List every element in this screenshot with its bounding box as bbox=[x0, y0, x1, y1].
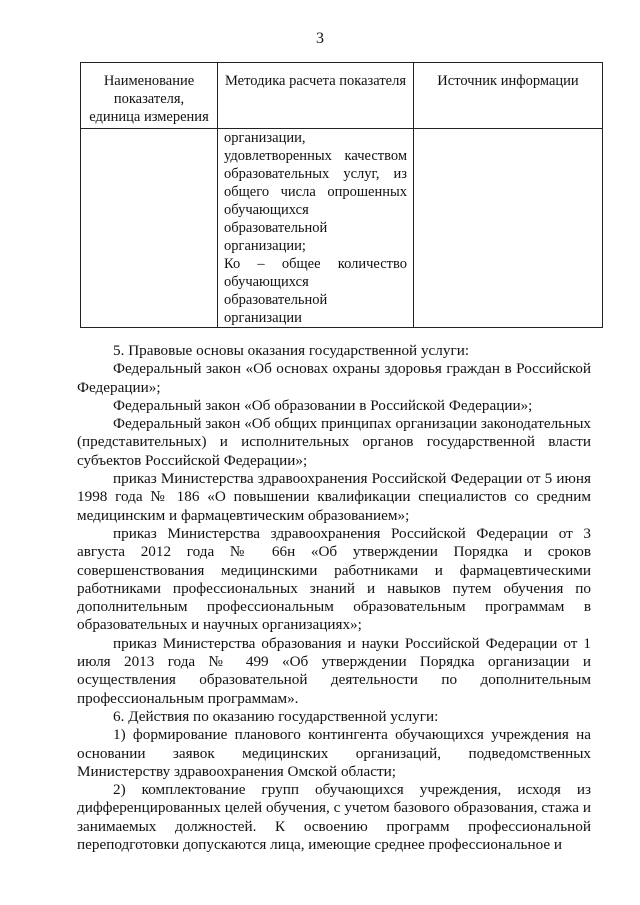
method-line: образовательной bbox=[224, 292, 328, 308]
cell-calculation-method bbox=[218, 129, 414, 328]
paragraph: приказ Министерства здравоохранения Российской Федерации от 3 августа 2012 года № 66н «Об утверждении Порядка и сроков совершенствования медицинскими работниками и фармацевтическими работниками профессиональных знаний и навыков путем обучения по дополнительным профессиональным образовательным программам в образовательных и научных организациях»; bbox=[77, 524, 591, 634]
table-header-row bbox=[81, 63, 603, 129]
paragraph: 2) комплектование групп обучающихся учреждения, исходя из дифференцированных целей обучения, с учетом базового образования, стажа и занимаемых должностей. К освоению программ профессиональной переподготовки допускаются лица, имеющие среднее профессиональное и bbox=[77, 781, 591, 854]
paragraph: Федеральный закон «Об образовании в Российской Федерации»; bbox=[113, 396, 533, 414]
section-heading: 6. Действия по оказанию государственной услуги: bbox=[113, 707, 439, 725]
paragraph: приказ Министерства здравоохранения Российской Федерации от 5 июня 1998 года № 186 «О повышении квалификации специалистов со средним медицинским и фармацевтическим образованием»; bbox=[77, 470, 591, 524]
table-row bbox=[81, 129, 603, 328]
method-line: общего числа опрошенных bbox=[224, 184, 407, 200]
method-line: организации; bbox=[224, 238, 306, 254]
method-line: организации, bbox=[224, 130, 306, 146]
method-line: организации bbox=[224, 310, 302, 326]
method-line: образовательной bbox=[224, 220, 328, 236]
cell-information-source bbox=[414, 129, 603, 328]
header-indicator-name: Наименование показателя, единица измерения bbox=[81, 63, 218, 129]
header-calculation-method: Методика расчета показателя bbox=[218, 63, 414, 129]
method-line: обучающихся bbox=[224, 202, 309, 218]
cell-indicator-name bbox=[81, 129, 218, 328]
section-heading: 5. Правовые основы оказания государственной услуги: bbox=[113, 342, 470, 359]
method-line: образовательных услуг, из bbox=[224, 166, 407, 182]
paragraph: Федеральный закон «Об общих принципах организации законодательных (представительных) и исполнительных органов государственной власти субъектов Российской Федерации»; bbox=[77, 415, 591, 469]
method-line: удовлетворенных качеством bbox=[224, 148, 407, 164]
method-line: обучающихся bbox=[224, 274, 309, 290]
header-information-source: Источник информации bbox=[414, 63, 603, 129]
method-line: Ко – общее количество bbox=[224, 256, 407, 272]
document-body bbox=[77, 342, 591, 854]
paragraph: 1) формирование планового контингента обучающихся учреждения на основании заявок медицинских организаций, подведомственных Министерству здравоохранения Омской области; bbox=[77, 726, 591, 780]
paragraph: Федеральный закон «Об основах охраны здоровья граждан в Российской Федерации»; bbox=[77, 360, 591, 396]
page-number: 3 bbox=[316, 30, 324, 47]
indicator-table bbox=[80, 62, 603, 328]
paragraph: приказ Министерства образования и науки Российской Федерации от 1 июля 2013 года № 499 «Об утверждении Порядка организации и осуществления образовательной деятельности по дополнительным профессиональным программам». bbox=[77, 634, 591, 707]
